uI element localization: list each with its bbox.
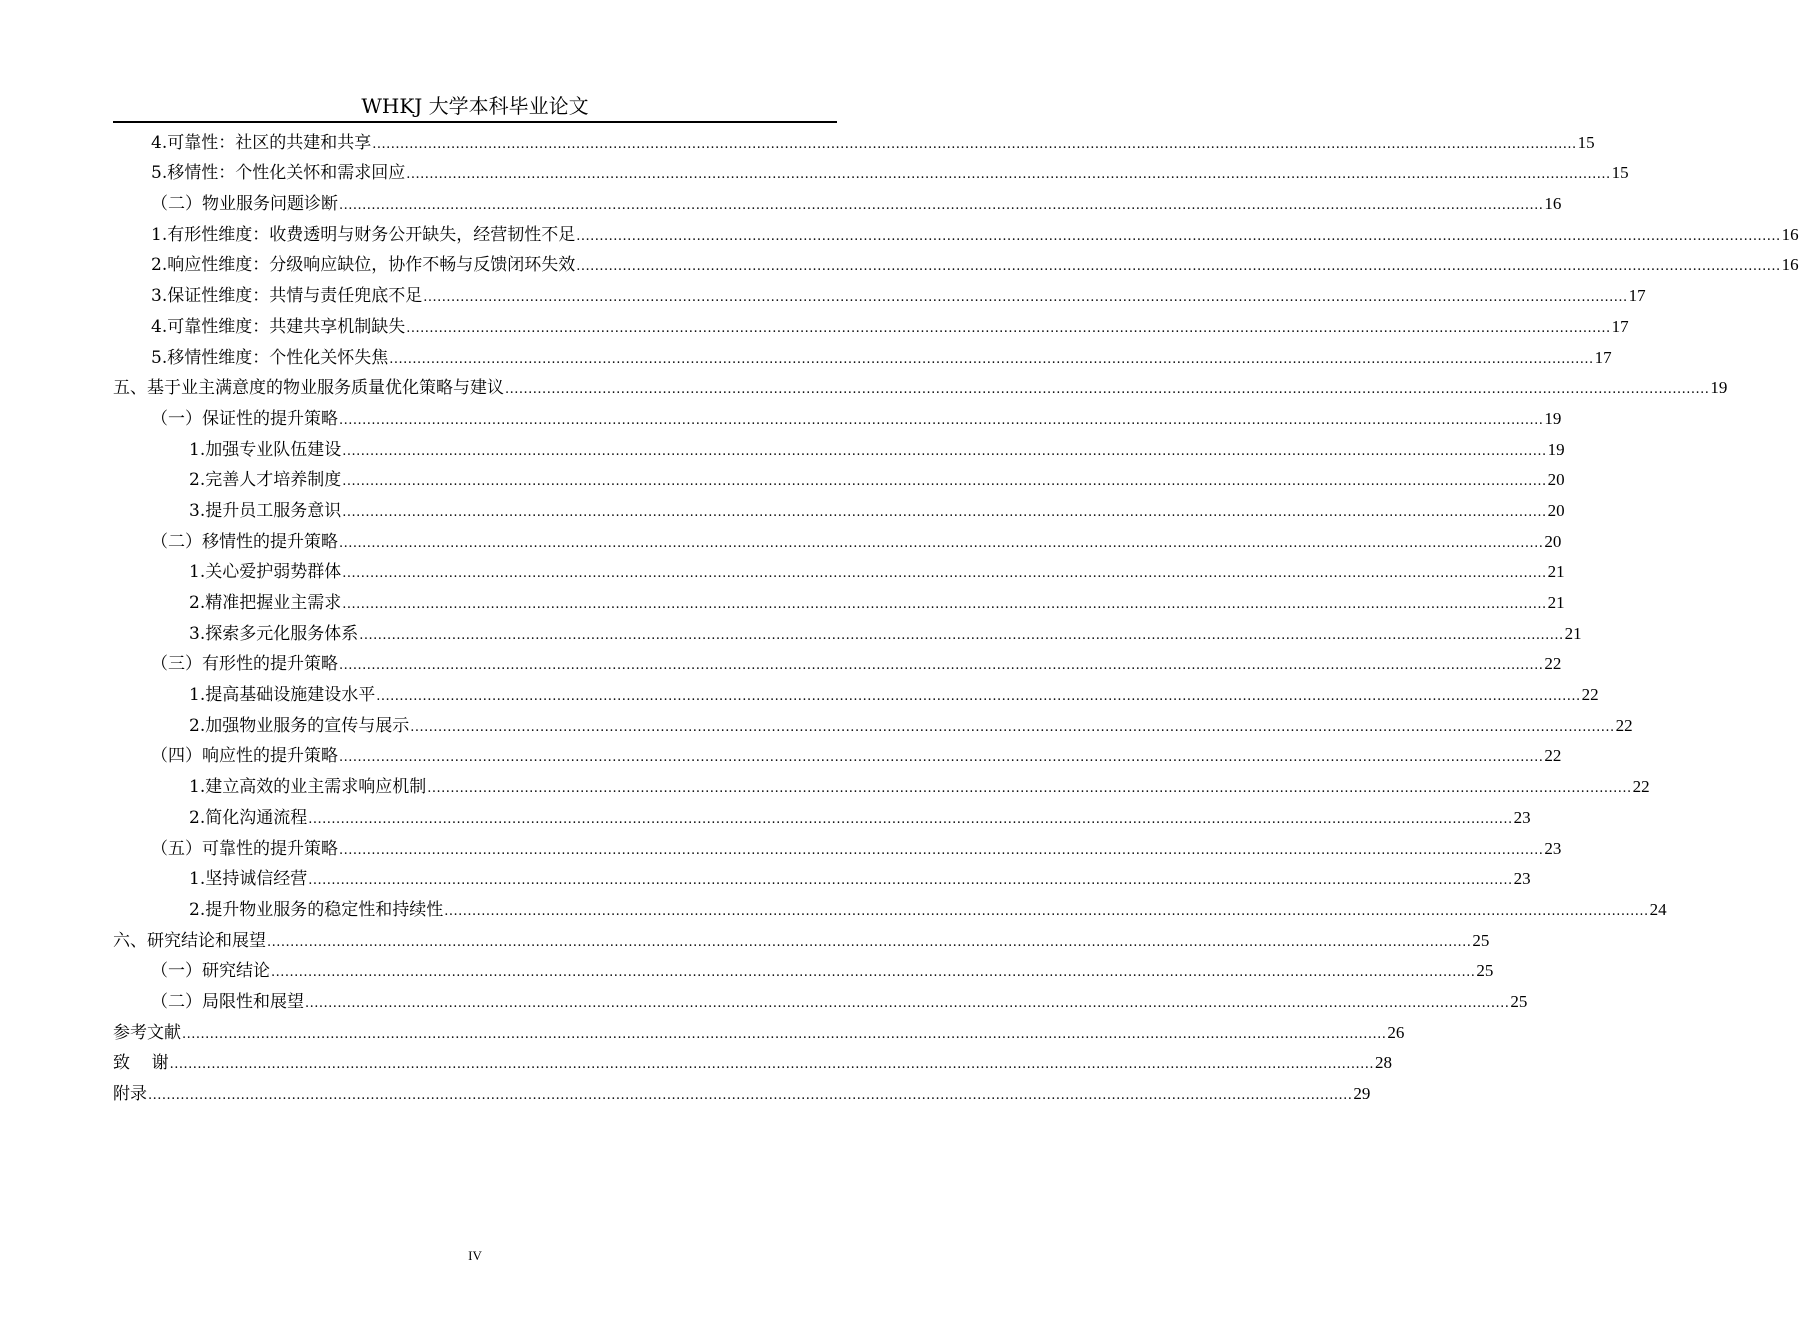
toc-entry-title: （二）移情性的提升策略 <box>151 531 338 552</box>
dot-leader: .................................................................................................................................................................................................................................................................... <box>342 474 1547 490</box>
toc-entry-page: 16 <box>1781 224 1799 244</box>
page-number: IV <box>468 1248 482 1263</box>
dot-leader: .................................................................................................................................................................................................................................................................... <box>576 228 1781 244</box>
toc-entry-page: 25 <box>1476 961 1494 981</box>
toc-entry-title: 4.可靠性维度：共建共享机制缺失 <box>151 316 406 337</box>
toc-entry-title: 5.移情性维度：个性化关怀失焦 <box>151 347 389 368</box>
dot-leader: .................................................................................................................................................................................................................................................................... <box>339 658 1544 674</box>
toc-entry-title: 致 谢 <box>113 1053 169 1074</box>
toc-entry-page: 17 <box>1628 286 1646 306</box>
dot-leader: .................................................................................................................................................................................................................................................................... <box>427 781 1632 797</box>
toc-entry-page: 20 <box>1547 470 1565 490</box>
toc-entry[interactable] <box>113 553 1565 584</box>
dot-leader: .................................................................................................................................................................................................................................................................... <box>389 351 1594 367</box>
toc-entry[interactable] <box>113 215 1799 246</box>
dot-leader: .................................................................................................................................................................................................................................................................... <box>271 965 1476 981</box>
toc-entry-page: 17 <box>1611 316 1629 336</box>
toc-entry[interactable] <box>113 1013 1405 1044</box>
toc-entry-title: 1.坚持诚信经营 <box>189 869 308 890</box>
toc-entry-page: 24 <box>1649 899 1667 919</box>
toc-entry-page: 15 <box>1577 132 1595 152</box>
toc-entry-title: （四）响应性的提升策略 <box>151 746 338 767</box>
dot-leader: .................................................................................................................................................................................................................................................................... <box>267 934 1472 950</box>
table-of-contents <box>113 123 1799 1105</box>
dot-leader: .................................................................................................................................................................................................................................................................... <box>182 1026 1387 1042</box>
toc-entry[interactable] <box>113 583 1565 614</box>
toc-entry[interactable] <box>113 123 1595 154</box>
toc-entry-page: 21 <box>1564 623 1582 643</box>
dot-leader: .................................................................................................................................................................................................................................................................... <box>308 873 1513 889</box>
toc-entry-title: （二）局限性和展望 <box>151 991 304 1012</box>
toc-entry[interactable] <box>113 829 1562 860</box>
dot-leader: .................................................................................................................................................................................................................................................................... <box>342 443 1547 459</box>
toc-entry-title: 4.可靠性：社区的共建和共享 <box>151 132 372 153</box>
toc-entry[interactable] <box>113 860 1531 891</box>
toc-entry[interactable] <box>113 767 1650 798</box>
toc-entry[interactable] <box>113 430 1565 461</box>
toc-entry-page: 21 <box>1547 593 1565 612</box>
toc-entry-page: 22 <box>1581 685 1599 705</box>
dot-leader: .................................................................................................................................................................................................................................................................... <box>376 689 1581 705</box>
toc-entry-title: 六、研究结论和展望 <box>113 930 266 951</box>
toc-entry[interactable] <box>113 614 1582 645</box>
dot-leader: .................................................................................................................................................................................................................................................................... <box>148 1088 1353 1103</box>
toc-entry-title: 1.加强专业队伍建设 <box>189 439 342 460</box>
toc-entry-title: 3.探索多元化服务体系 <box>189 623 359 644</box>
toc-entry-page: 19 <box>1710 378 1728 398</box>
dot-leader: .................................................................................................................................................................................................................................................................... <box>342 597 1547 612</box>
toc-entry-title: （一）研究结论 <box>151 961 270 982</box>
dot-leader: .................................................................................................................................................................................................................................................................... <box>359 627 1564 643</box>
dot-leader: .................................................................................................................................................................................................................................................................... <box>169 1057 1375 1073</box>
toc-entry-page: 20 <box>1547 500 1565 520</box>
toc-entry[interactable] <box>113 921 1490 952</box>
toc-entry[interactable] <box>113 982 1528 1013</box>
toc-entry-title: （二）物业服务问题诊断 <box>151 194 338 215</box>
toc-entry-page: 25 <box>1472 930 1490 950</box>
toc-entry[interactable] <box>113 952 1494 983</box>
toc-entry-page: 15 <box>1611 163 1629 183</box>
toc-entry[interactable] <box>113 338 1612 369</box>
dot-leader: .................................................................................................................................................................................................................................................................... <box>305 995 1510 1011</box>
toc-entry-page: 19 <box>1547 439 1565 459</box>
toc-entry-page: 29 <box>1353 1084 1371 1103</box>
toc-entry[interactable] <box>113 737 1562 768</box>
toc-entry[interactable] <box>113 706 1633 737</box>
toc-entry[interactable] <box>113 1044 1393 1075</box>
toc-entry-page: 17 <box>1594 347 1612 367</box>
toc-entry-title: （五）可靠性的提升策略 <box>151 838 338 859</box>
dot-leader: .................................................................................................................................................................................................................................................................... <box>339 842 1544 858</box>
dot-leader: .................................................................................................................................................................................................................................................................... <box>406 320 1611 336</box>
toc-entry-title: 2.简化沟通流程 <box>189 807 308 828</box>
dot-leader: .................................................................................................................................................................................................................................................................... <box>308 811 1513 827</box>
toc-entry-page: 22 <box>1544 746 1562 766</box>
page-header-title: WHKJ 大学本科毕业论文 <box>361 94 589 118</box>
toc-entry[interactable] <box>113 399 1562 430</box>
dot-leader: .................................................................................................................................................................................................................................................................... <box>372 136 1577 152</box>
toc-entry-title: 1.提高基础设施建设水平 <box>189 685 376 706</box>
toc-entry-title: 附录 <box>113 1084 147 1104</box>
toc-entry-page: 22 <box>1615 715 1633 735</box>
toc-entry[interactable] <box>113 461 1565 492</box>
toc-entry-page: 26 <box>1387 1022 1405 1042</box>
toc-entry-page: 21 <box>1547 562 1565 582</box>
toc-entry[interactable] <box>113 369 1728 400</box>
toc-entry-title: 1.有形性维度：收费透明与财务公开缺失，经营韧性不足 <box>151 224 576 245</box>
toc-entry-title: 2.精准把握业主需求 <box>189 593 342 613</box>
dot-leader: .................................................................................................................................................................................................................................................................... <box>339 412 1544 428</box>
toc-entry[interactable] <box>113 307 1629 338</box>
toc-entry-title: 2.完善人才培养制度 <box>189 470 342 491</box>
dot-leader: .................................................................................................................................................................................................................................................................... <box>339 198 1544 214</box>
toc-entry[interactable] <box>113 154 1629 185</box>
toc-entry-page: 20 <box>1544 531 1562 551</box>
dot-leader: .................................................................................................................................................................................................................................................................... <box>423 290 1628 306</box>
toc-entry-page: 19 <box>1544 408 1562 428</box>
toc-entry-page: 23 <box>1544 838 1562 858</box>
toc-entry[interactable] <box>113 1074 1371 1105</box>
dot-leader: .................................................................................................................................................................................................................................................................... <box>410 719 1615 735</box>
toc-entry[interactable] <box>113 491 1565 522</box>
toc-entry-page: 28 <box>1375 1053 1393 1073</box>
toc-entry-page: 16 <box>1544 194 1562 214</box>
toc-entry-title: 1.关心爱护弱势群体 <box>189 562 342 583</box>
toc-entry-title: 5.移情性：个性化关怀和需求回应 <box>151 163 406 184</box>
toc-entry[interactable] <box>113 276 1646 307</box>
dot-leader: .................................................................................................................................................................................................................................................................... <box>406 167 1611 183</box>
dot-leader: .................................................................................................................................................................................................................................................................... <box>444 903 1649 919</box>
toc-entry-title: 2.响应性维度：分级响应缺位，协作不畅与反馈闭环失效 <box>151 255 576 276</box>
toc-entry-title: （三）有形性的提升策略 <box>151 654 338 675</box>
toc-entry-title: 1.建立高效的业主需求响应机制 <box>189 777 427 798</box>
toc-entry-page: 22 <box>1632 777 1650 797</box>
toc-entry[interactable] <box>113 184 1562 215</box>
toc-entry-page: 16 <box>1781 255 1799 275</box>
toc-entry-title: 3.保证性维度：共情与责任兜底不足 <box>151 286 423 307</box>
toc-entry-title: 参考文献 <box>113 1022 181 1043</box>
toc-entry-title: 3.提升员工服务意识 <box>189 500 342 521</box>
dot-leader: .................................................................................................................................................................................................................................................................... <box>342 504 1547 520</box>
dot-leader: .................................................................................................................................................................................................................................................................... <box>339 535 1544 551</box>
dot-leader: .................................................................................................................................................................................................................................................................... <box>576 259 1781 275</box>
toc-entry[interactable] <box>113 798 1531 829</box>
toc-entry[interactable] <box>113 246 1799 277</box>
toc-entry-page: 22 <box>1544 654 1562 674</box>
toc-entry-page: 25 <box>1510 991 1528 1011</box>
toc-entry-page: 23 <box>1513 807 1531 827</box>
toc-entry-title: 五、基于业主满意度的物业服务质量优化策略与建议 <box>113 378 504 399</box>
toc-entry-title: 2.加强物业服务的宣传与展示 <box>189 715 410 736</box>
dot-leader: .................................................................................................................................................................................................................................................................... <box>505 382 1710 398</box>
toc-entry-page: 23 <box>1513 869 1531 889</box>
dot-leader: .................................................................................................................................................................................................................................................................... <box>339 750 1544 766</box>
toc-entry[interactable] <box>113 522 1562 553</box>
toc-entry[interactable] <box>113 675 1599 706</box>
toc-entry-title: 2.提升物业服务的稳定性和持续性 <box>189 899 444 920</box>
toc-entry[interactable] <box>113 890 1667 921</box>
dot-leader: .................................................................................................................................................................................................................................................................... <box>342 566 1547 582</box>
toc-entry-title: （一）保证性的提升策略 <box>151 408 338 429</box>
toc-entry[interactable] <box>113 645 1562 676</box>
